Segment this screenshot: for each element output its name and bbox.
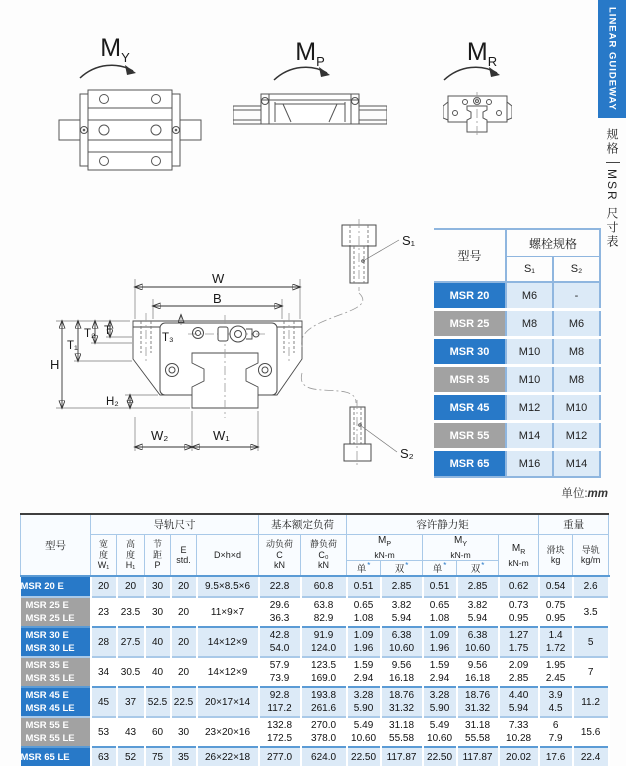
- cell-my-single: 1.59 2.94: [423, 657, 457, 687]
- moment-label-my: $M_Y$: [100, 34, 130, 65]
- moment-arrow-mp: [270, 60, 334, 86]
- cell-mr: 1.27 1.75: [499, 627, 539, 657]
- model-cell: MSR 25 E MSR 25 LE: [21, 597, 91, 627]
- cell-height-h1: 30.5: [117, 657, 145, 687]
- col-header-mp-single: 单*: [347, 561, 381, 577]
- cell-pitch-p: 30: [145, 597, 171, 627]
- block-side-view-diagram: [233, 92, 387, 130]
- dim-label-t3: T₃: [162, 332, 174, 344]
- cell-static-load: 91.9 124.0: [301, 627, 347, 657]
- spec-table-row: [21, 717, 609, 747]
- cell-width-w1: 53: [91, 717, 117, 747]
- cell-dhd: 14×12×9: [197, 627, 259, 657]
- spec-table-row: [21, 687, 609, 717]
- col-header-mr: $M_R$ kN-m: [499, 535, 539, 577]
- cell-static-load: 123.5 169.0: [301, 657, 347, 687]
- col-header-width: 宽 度 W₁: [91, 535, 117, 577]
- col-header-my-double: 双*: [457, 561, 499, 577]
- unit-note: 单位:mm: [561, 488, 608, 500]
- bolt-s1-cell: M8: [506, 310, 553, 338]
- cell-e-std: 30: [171, 717, 197, 747]
- cell-pitch-p: 40: [145, 627, 171, 657]
- cell-width-w1: 45: [91, 687, 117, 717]
- cell-my-double: 117.87: [457, 747, 499, 766]
- bolt-s2-cell: M10: [553, 394, 600, 422]
- group-header-weight: 重量: [539, 514, 609, 535]
- cell-dhd: 14×12×9: [197, 657, 259, 687]
- cell-mp-single: 0.65 1.08: [347, 597, 381, 627]
- cell-height-h1: 23.5: [117, 597, 145, 627]
- cell-block-weight: 6 7.9: [539, 717, 573, 747]
- cell-static-load: 60.8: [301, 576, 347, 597]
- spec-table-row: [21, 627, 609, 657]
- cell-mp-single: 1.59 2.94: [347, 657, 381, 687]
- cell-pitch-p: 52.5: [145, 687, 171, 717]
- bolt-s1-cell: M6: [506, 282, 553, 310]
- cell-my-double: 2.85: [457, 576, 499, 597]
- dim-label-t2: T₂: [84, 328, 96, 340]
- cell-dhd: 26×22×18: [197, 747, 259, 766]
- cell-rail-weight: 11.2: [573, 687, 609, 717]
- dim-label-w2: W₂: [151, 428, 169, 443]
- cell-mr: 20.02: [499, 747, 539, 766]
- spec-table-row: [21, 597, 609, 627]
- main-spec-table: [20, 513, 610, 766]
- cell-width-w1: 28: [91, 627, 117, 657]
- cell-static-load: 624.0: [301, 747, 347, 766]
- model-cell: MSR 35 E MSR 35 LE: [21, 657, 91, 687]
- cell-mp-double: 2.85: [381, 576, 423, 597]
- col-header-height: 高 度 H₁: [117, 535, 145, 577]
- model-cell: MSR 55 E MSR 55 LE: [21, 717, 91, 747]
- dim-label-w: W: [212, 271, 225, 286]
- cell-my-single: 22.50: [423, 747, 457, 766]
- col-header-my: $M_Y$ kN-m: [423, 535, 499, 561]
- screw-label-s2: S₂: [400, 446, 414, 461]
- cell-dynamic-load: 57.9 73.9: [259, 657, 301, 687]
- dim-label-t: T: [104, 325, 112, 337]
- col-header-my-single: 单*: [423, 561, 457, 577]
- cell-height-h1: 37: [117, 687, 145, 717]
- bolt-model-cell: MSR 55: [434, 422, 506, 450]
- cell-height-h1: 27.5: [117, 627, 145, 657]
- bolt-s2-cell: -: [553, 282, 600, 310]
- cell-height-h1: 20: [117, 576, 145, 597]
- cell-dynamic-load: 22.8: [259, 576, 301, 597]
- cell-pitch-p: 75: [145, 747, 171, 766]
- cell-pitch-p: 60: [145, 717, 171, 747]
- col-header-model: 型号: [21, 514, 91, 576]
- bolt-model-cell: MSR 35: [434, 366, 506, 394]
- cell-pitch-p: 30: [145, 576, 171, 597]
- bolt-s2-cell: M12: [553, 422, 600, 450]
- cell-my-double: 18.76 31.32: [457, 687, 499, 717]
- cell-dynamic-load: 277.0: [259, 747, 301, 766]
- sidebar-tab: [598, 0, 626, 118]
- cell-block-weight: 1.95 2.45: [539, 657, 573, 687]
- block-top-view-diagram: [58, 88, 202, 172]
- model-cell: MSR 20 E: [21, 576, 91, 597]
- cell-mr: 7.33 10.28: [499, 717, 539, 747]
- group-header-static-moment: 容许静力矩: [347, 514, 539, 535]
- cell-mp-double: 6.38 10.60: [381, 627, 423, 657]
- cell-block-weight: 17.6: [539, 747, 573, 766]
- cell-e-std: 20: [171, 597, 197, 627]
- cell-e-std: 20: [171, 576, 197, 597]
- cell-e-std: 35: [171, 747, 197, 766]
- cell-mp-single: 1.09 1.96: [347, 627, 381, 657]
- model-cell: MSR 65 LE: [21, 747, 91, 766]
- bolt-model-cell: MSR 25: [434, 310, 506, 338]
- cell-rail-weight: 22.4: [573, 747, 609, 766]
- unit-value: mm: [587, 488, 608, 500]
- cell-mp-single: 5.49 10.60: [347, 717, 381, 747]
- cell-my-double: 3.82 5.94: [457, 597, 499, 627]
- cell-dhd: 9.5×8.5×6: [197, 576, 259, 597]
- sidebar-tab-label: LINEAR GUIDEWAY: [606, 7, 618, 111]
- bolt-col-s2: S₂: [553, 257, 600, 283]
- bolt-table-row: [434, 394, 600, 422]
- spec-table-row: [21, 747, 609, 766]
- bolt-table-row: [434, 310, 600, 338]
- bolt-col-model: 型号: [434, 229, 506, 282]
- cell-height-h1: 52: [117, 747, 145, 766]
- cell-e-std: 22.5: [171, 687, 197, 717]
- col-header-dhd: D×h×d: [197, 535, 259, 577]
- moment-arrow-mr: [440, 60, 504, 86]
- moment-label-mp: $M_P$: [295, 38, 325, 69]
- cell-my-double: 31.18 55.58: [457, 717, 499, 747]
- dim-label-b: B: [213, 291, 222, 306]
- dim-label-t1: T₁: [67, 340, 78, 352]
- moment-label-mr: $M_R$: [466, 38, 498, 69]
- cell-mp-double: 3.82 5.94: [381, 597, 423, 627]
- cell-width-w1: 23: [91, 597, 117, 627]
- bolt-s1-cell: M10: [506, 366, 553, 394]
- block-front-view-diagram: [443, 92, 512, 136]
- cell-static-load: 270.0 378.0: [301, 717, 347, 747]
- bolt-table-row: [434, 282, 600, 310]
- col-header-e: E std.: [171, 535, 197, 577]
- cell-mp-double: 117.87: [381, 747, 423, 766]
- bolt-s1-cell: M16: [506, 450, 553, 478]
- bolt-table-row: [434, 338, 600, 366]
- model-cell: MSR 45 E MSR 45 LE: [21, 687, 91, 717]
- cell-height-h1: 43: [117, 717, 145, 747]
- cell-dhd: 11×9×7: [197, 597, 259, 627]
- bolt-table-row: [434, 450, 600, 478]
- bolt-col-s1: S₁: [506, 257, 553, 283]
- sidebar-divider: [606, 162, 620, 163]
- cell-rail-weight: 2.6: [573, 576, 609, 597]
- bolt-model-cell: MSR 30: [434, 338, 506, 366]
- msr-dimension-drawing: [50, 203, 430, 488]
- spec-table-row: [21, 657, 609, 687]
- cell-static-load: 193.8 261.6: [301, 687, 347, 717]
- cell-my-single: 0.51: [423, 576, 457, 597]
- bolt-model-cell: MSR 20: [434, 282, 506, 310]
- bolt-table-row: [434, 422, 600, 450]
- cell-dynamic-load: 92.8 117.2: [259, 687, 301, 717]
- bolt-spec-table: [434, 228, 601, 478]
- sidebar-page-title: MSR 尺寸表: [605, 169, 619, 249]
- cell-mp-single: 0.51: [347, 576, 381, 597]
- col-header-pitch: 节 距 P: [145, 535, 171, 577]
- col-header-static-load: 静负荷 C₀ kN: [301, 535, 347, 577]
- cell-my-double: 9.56 16.18: [457, 657, 499, 687]
- bolt-s2-cell: M14: [553, 450, 600, 478]
- cell-mp-double: 18.76 31.32: [381, 687, 423, 717]
- cell-my-double: 6.38 10.60: [457, 627, 499, 657]
- bolt-model-cell: MSR 65: [434, 450, 506, 478]
- cell-rail-weight: 7: [573, 657, 609, 687]
- cell-dhd: 23×20×16: [197, 717, 259, 747]
- cell-block-weight: 0.75 0.95: [539, 597, 573, 627]
- group-header-rail-dims: 导轨尺寸: [91, 514, 259, 535]
- cell-rail-weight: 15.6: [573, 717, 609, 747]
- cell-rail-weight: 3.5: [573, 597, 609, 627]
- cell-block-weight: 0.54: [539, 576, 573, 597]
- bolt-s1-cell: M14: [506, 422, 553, 450]
- bolt-s1-cell: M12: [506, 394, 553, 422]
- cell-e-std: 20: [171, 627, 197, 657]
- cell-mr: 0.73 0.95: [499, 597, 539, 627]
- screw-label-s1: S₁: [402, 233, 416, 248]
- bolt-table-row: [434, 366, 600, 394]
- col-header-mp: $M_P$ kN-m: [347, 535, 423, 561]
- cell-my-single: 1.09 1.96: [423, 627, 457, 657]
- spec-table-row: [21, 576, 609, 597]
- cell-static-load: 63.8 82.9: [301, 597, 347, 627]
- cell-dynamic-load: 132.8 172.5: [259, 717, 301, 747]
- cell-mp-single: 3.28 5.90: [347, 687, 381, 717]
- cell-pitch-p: 40: [145, 657, 171, 687]
- cell-dynamic-load: 42.8 54.0: [259, 627, 301, 657]
- sidebar-caption: [604, 128, 621, 249]
- cell-width-w1: 20: [91, 576, 117, 597]
- col-header-dynamic-load: 动负荷 C kN: [259, 535, 301, 577]
- cell-rail-weight: 5: [573, 627, 609, 657]
- col-header-rail-weight: 导轨 kg/m: [573, 535, 609, 577]
- cell-mr: 0.62: [499, 576, 539, 597]
- cell-mr: 4.40 5.94: [499, 687, 539, 717]
- cell-mp-single: 22.50: [347, 747, 381, 766]
- cell-block-weight: 3.9 4.5: [539, 687, 573, 717]
- model-cell: MSR 30 E MSR 30 LE: [21, 627, 91, 657]
- col-header-mp-double: 双*: [381, 561, 423, 577]
- cell-mr: 2.09 2.85: [499, 657, 539, 687]
- cell-width-w1: 34: [91, 657, 117, 687]
- moment-arrow-my: [76, 58, 140, 84]
- cell-dhd: 20×17×14: [197, 687, 259, 717]
- cell-e-std: 20: [171, 657, 197, 687]
- cell-my-single: 5.49 10.60: [423, 717, 457, 747]
- cell-my-single: 0.65 1.08: [423, 597, 457, 627]
- bolt-model-cell: MSR 45: [434, 394, 506, 422]
- bolt-col-group: 螺栓规格: [506, 229, 600, 257]
- bolt-s1-cell: M10: [506, 338, 553, 366]
- col-header-block-weight: 滑块 kg: [539, 535, 573, 577]
- cell-mp-double: 9.56 16.18: [381, 657, 423, 687]
- cell-mp-double: 31.18 55.58: [381, 717, 423, 747]
- bolt-s2-cell: M8: [553, 366, 600, 394]
- group-header-load-rating: 基本额定负荷: [259, 514, 347, 535]
- cell-width-w1: 63: [91, 747, 117, 766]
- bolt-s2-cell: M8: [553, 338, 600, 366]
- dim-label-w1: W₁: [213, 428, 230, 443]
- bolt-s2-cell: M6: [553, 310, 600, 338]
- dim-label-h2: H₂: [106, 396, 119, 408]
- cell-my-single: 3.28 5.90: [423, 687, 457, 717]
- cell-block-weight: 1.4 1.72: [539, 627, 573, 657]
- cell-dynamic-load: 29.6 36.3: [259, 597, 301, 627]
- dim-label-h: H: [50, 357, 60, 372]
- sidebar-section-label: 规格: [605, 128, 619, 156]
